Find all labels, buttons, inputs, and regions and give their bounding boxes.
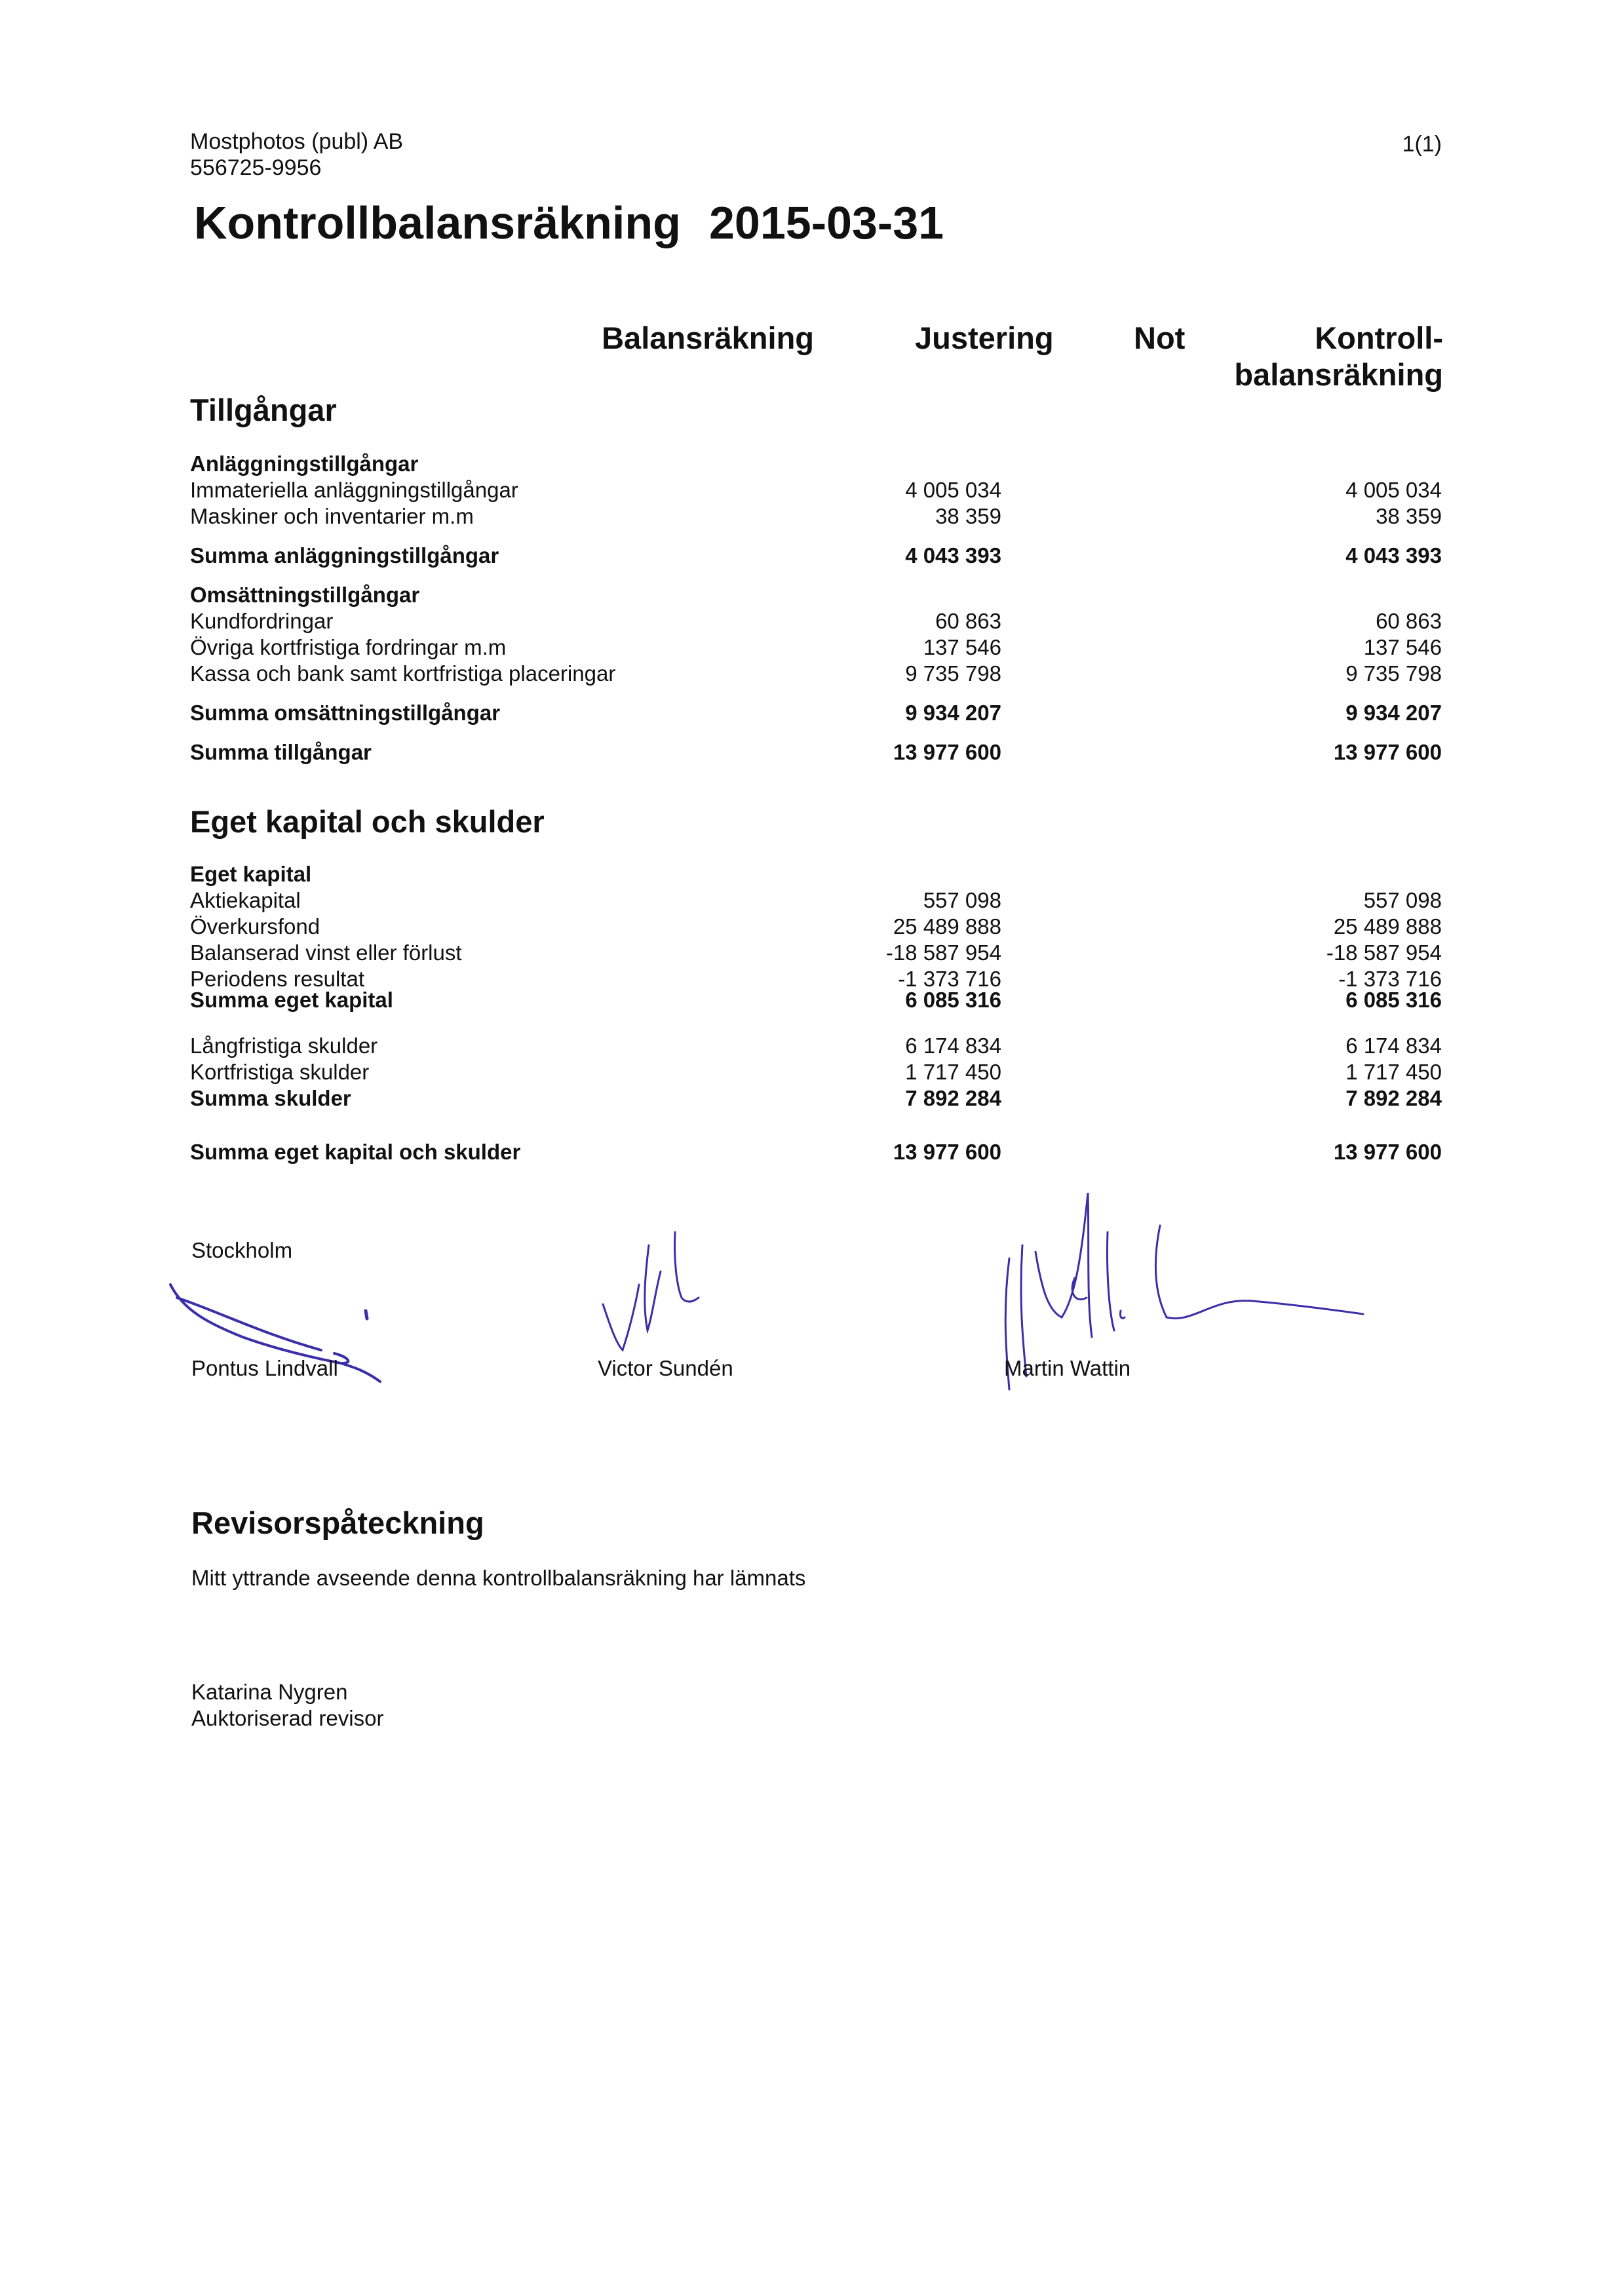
balansrakning-value: 137 546	[923, 635, 1001, 659]
table-row	[190, 1033, 1442, 1059]
auditor-heading: Revisorspåteckning	[191, 1505, 484, 1540]
row-label: Maskiner och inventarier m.m	[190, 504, 474, 528]
kontrollbalansrakning-value: 9 735 798	[1345, 661, 1442, 686]
table-row	[190, 887, 1442, 914]
section-heading-equity-liabilities: Eget kapital och skulder	[190, 804, 545, 839]
column-header-balansrakning: Balansräkning	[602, 320, 814, 355]
table-row	[190, 661, 1442, 687]
table-row-total	[190, 739, 1442, 765]
kontrollbalansrakning-value: 9 934 207	[1345, 701, 1442, 725]
kontrollbalansrakning-value: 557 098	[1363, 888, 1442, 912]
table-row	[190, 477, 1442, 503]
document-title: Kontrollbalansräkning	[194, 197, 681, 248]
column-header-kontroll-line2: balansräkning	[1234, 357, 1443, 392]
table-row-total	[190, 700, 1442, 726]
balansrakning-value: 13 977 600	[893, 1140, 1001, 1164]
kontrollbalansrakning-value: 6 174 834	[1345, 1034, 1442, 1058]
row-label: Kassa och bank samt kortfristiga placeringar	[190, 661, 616, 686]
table-row	[190, 634, 1442, 661]
table-row-total	[190, 1139, 1442, 1165]
table-row-total	[190, 1085, 1442, 1112]
row-label: Kortfristiga skulder	[190, 1060, 370, 1084]
row-label: Aktiekapital	[190, 888, 301, 912]
table-row	[190, 914, 1442, 940]
table-row	[190, 608, 1442, 634]
row-label: Överkursfond	[190, 914, 320, 939]
row-label: Eget kapital	[190, 862, 312, 886]
row-label: Summa eget kapital och skulder	[190, 1140, 521, 1164]
kontrollbalansrakning-value: 4 005 034	[1345, 478, 1442, 502]
auditor-name: Katarina Nygren	[191, 1680, 348, 1704]
table-row	[190, 940, 1442, 966]
balansrakning-value: 6 085 316	[905, 988, 1001, 1012]
balansrakning-value: 38 359	[935, 504, 1001, 528]
kontrollbalansrakning-value: 4 043 393	[1345, 543, 1442, 568]
row-label: Kundfordringar	[190, 609, 334, 633]
kontrollbalansrakning-value: -1 373 716	[1338, 967, 1442, 991]
kontrollbalansrakning-value: 6 085 316	[1345, 988, 1442, 1012]
balansrakning-value: 4 043 393	[905, 543, 1001, 568]
row-label: Summa anläggningstillgångar	[190, 543, 499, 568]
row-label: Summa tillgångar	[190, 740, 372, 764]
row-label: Omsättningstillgångar	[190, 583, 420, 607]
kontrollbalansrakning-value: 60 863	[1376, 609, 1442, 633]
signature-victor-sunden	[577, 1219, 747, 1376]
row-label: Balanserad vinst eller förlust	[190, 940, 462, 965]
balansrakning-value: 7 892 284	[905, 1086, 1001, 1110]
table-row-total	[190, 543, 1442, 569]
balansrakning-value: 1 717 450	[905, 1060, 1001, 1084]
table-row	[190, 503, 1442, 530]
table-row	[190, 1059, 1442, 1085]
table-row	[190, 861, 1442, 887]
row-label: Summa skulder	[190, 1086, 351, 1110]
page-number: 1(1)	[1402, 132, 1442, 157]
balansrakning-value: 6 174 834	[905, 1034, 1001, 1058]
table-row	[190, 451, 1442, 477]
signature-place: Stockholm	[191, 1238, 293, 1262]
table-row-total	[190, 987, 1442, 1013]
table-row	[190, 582, 1442, 608]
row-label: Summa eget kapital	[190, 988, 393, 1012]
balansrakning-value: 4 005 034	[905, 478, 1001, 502]
balansrakning-value: 9 934 207	[905, 701, 1001, 725]
kontrollbalansrakning-value: -18 587 954	[1326, 940, 1442, 965]
balansrakning-value: 557 098	[923, 888, 1001, 912]
section-heading-assets: Tillgångar	[190, 393, 337, 427]
signature-name-3: Martin Wattin	[1004, 1356, 1131, 1380]
row-label: Summa omsättningstillgångar	[190, 701, 501, 725]
balansrakning-value: 25 489 888	[893, 914, 1001, 939]
row-label: Periodens resultat	[190, 967, 364, 991]
company-name: Mostphotos (publ) AB	[190, 129, 404, 154]
kontrollbalansrakning-value: 25 489 888	[1333, 914, 1442, 939]
kontrollbalansrakning-value: 13 977 600	[1333, 1140, 1442, 1164]
row-label: Långfristiga skulder	[190, 1034, 378, 1058]
kontrollbalansrakning-value: 137 546	[1363, 635, 1442, 659]
signature-name-2: Victor Sundén	[598, 1356, 733, 1380]
balansrakning-value: 60 863	[935, 609, 1001, 633]
row-label: Anläggningstillgångar	[190, 452, 419, 476]
kontrollbalansrakning-value: 1 717 450	[1345, 1060, 1442, 1084]
auditor-statement: Mitt yttrande avseende denna kontrollbalansräkning har lämnats	[191, 1566, 806, 1590]
column-header-kontroll-line1: Kontroll-	[1315, 320, 1443, 355]
balansrakning-value: -18 587 954	[885, 940, 1001, 965]
column-header-not: Not	[1134, 320, 1186, 355]
balansrakning-value: 13 977 600	[893, 740, 1001, 764]
kontrollbalansrakning-value: 7 892 284	[1345, 1086, 1442, 1110]
auditor-title: Auktoriserad revisor	[191, 1706, 384, 1730]
column-header-justering: Justering	[915, 320, 1054, 355]
row-label: Immateriella anläggningstillgångar	[190, 478, 518, 502]
balansrakning-value: -1 373 716	[898, 967, 1001, 991]
org-number: 556725-9956	[190, 155, 322, 180]
kontrollbalansrakning-value: 38 359	[1376, 504, 1442, 528]
signature-name-1: Pontus Lindvall	[191, 1356, 338, 1380]
balansrakning-value: 9 735 798	[905, 661, 1001, 686]
row-label: Övriga kortfristiga fordringar m.m	[190, 635, 507, 659]
kontrollbalansrakning-value: 13 977 600	[1333, 740, 1442, 764]
document-date: 2015-03-31	[709, 197, 944, 248]
